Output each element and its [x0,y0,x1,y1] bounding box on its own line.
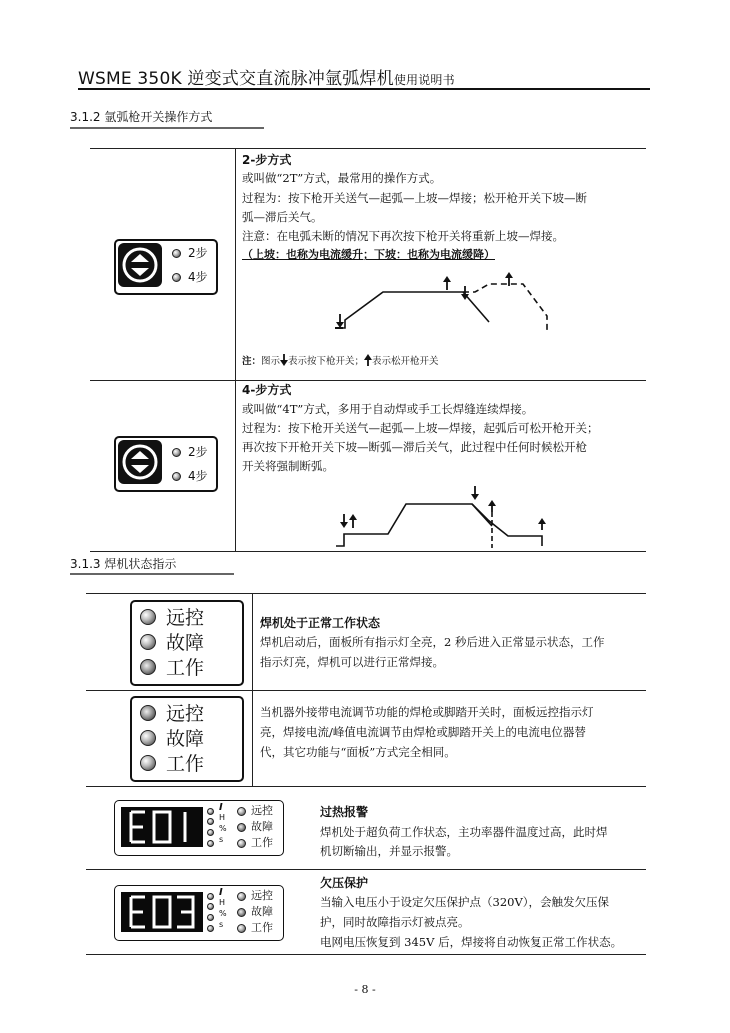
led-work [140,755,156,771]
two-step-line-2: 过程为：按下枪开关送气—起弧—上坡—焊接；松开枪开关下坡—断 [242,191,587,205]
up-down-arrow-icon [120,442,160,482]
legend-text-3: 表示松开枪开关 [372,356,439,367]
led-work [237,839,246,848]
label-work: 工作 [251,836,273,849]
unit-h: H [219,813,226,822]
header-title-sub: 使用说明书 [393,73,455,87]
led-unit-s [207,840,214,847]
section-rule [70,573,234,575]
led-unit-percent [207,829,214,836]
section-heading-3-1-3: 3.1.3 焊机状态指示 [70,557,177,571]
label-2step: 2步 [188,445,208,459]
legend-prefix: 注： [242,356,262,367]
normal-line-1: 焊机启动后，面板所有指示灯全亮，2 秒后进入正常显示状态，工作 [260,635,605,649]
status-panel-normal [130,600,244,686]
document-header-title [78,64,455,89]
indicator-led-4step [172,472,181,481]
led-work [237,924,246,933]
up-down-arrow-icon [120,245,160,285]
two-step-note: （上坡：也称为电流缓升；下坡：也称为电流缓降） [242,248,495,261]
label-4step: 4步 [188,270,208,284]
label-fault: 故障 [166,728,205,750]
indicator-led-2step [172,448,181,457]
led-unit-percent [207,914,214,921]
led-remote [237,807,246,816]
mode-panel-2t [114,239,218,295]
table-top-border [86,593,646,594]
header-title-main: WSME 350K 逆变式交直流脉冲氩弧焊机 [78,69,394,89]
status-panel-overheat [114,800,284,856]
mode-panel-4t [114,436,218,492]
legend-text-2: 表示按下枪开关； [288,356,365,367]
led-work-lit [140,659,156,675]
label-remote: 远控 [251,889,273,902]
led-unit-i [207,808,214,815]
remote-line-3: 代，其它功能与“面板”方式完全相同。 [260,745,456,759]
led-unit-s [207,925,214,932]
label-remote: 远控 [166,703,205,725]
four-step-line-4: 开关将强制断弧。 [242,459,334,473]
unit-s: s [219,920,224,929]
section-heading-3-1-2: 3.1.2 氩弧枪开关操作方式 [70,110,213,124]
status-panel-undervolt [114,885,284,941]
four-step-title: 4-步方式 [242,383,292,397]
unit-s: s [219,835,224,844]
label-work: 工作 [251,921,273,934]
label-fault: 故障 [166,632,205,654]
undervolt-title: 欠压保护 [320,876,369,890]
undervolt-line-2: 护，同时故障指示灯被点亮。 [320,915,470,929]
display-e03-digits [121,892,203,932]
release-arrow-icon [364,354,372,366]
table-row-divider [86,786,646,787]
seven-segment-display [121,807,203,847]
indicator-led-4step [172,273,181,282]
led-remote-lit [140,705,156,721]
label-remote: 远控 [166,607,205,629]
arrow-legend [242,353,439,367]
overheat-title: 过热报警 [320,805,369,819]
unit-percent: % [219,909,227,918]
unit-i: I [219,802,223,813]
label-2step: 2步 [188,246,208,260]
led-fault [140,634,156,650]
led-remote [237,892,246,901]
led-fault-lit [237,908,246,917]
four-step-waveform-diagram [330,482,555,550]
led-fault [140,730,156,746]
four-step-line-1: 或叫做“4T”方式，多用于自动焊或手工长焊缝连续焊接。 [242,402,534,416]
two-step-line-4: 注意：在电弧未断的情况下再次按下枪开关将重新上坡—焊接。 [242,229,564,243]
label-4step: 4步 [188,469,208,483]
unit-h: H [219,898,226,907]
two-step-title: 2-步方式 [242,153,292,167]
table-row-divider [86,869,646,870]
table-bottom-border [90,551,646,552]
header-rule [78,88,650,90]
overheat-line-2: 机切断输出，并显示报警。 [320,844,458,858]
press-arrow-icon [280,354,288,366]
table-row-divider [86,690,646,691]
unit-percent: % [219,824,227,833]
two-step-line-3: 弧—滞后关气。 [242,210,323,224]
status-panel-remote [130,696,244,782]
mode-select-button[interactable] [118,243,162,287]
seven-segment-display [121,892,203,932]
led-fault-lit [237,823,246,832]
unit-i: I [219,887,223,898]
table-top-border [90,148,646,149]
label-fault: 故障 [251,820,273,833]
label-remote: 远控 [251,804,273,817]
table-column-divider [252,593,253,786]
display-e01-digits [121,807,203,847]
undervolt-line-1: 当输入电压小于设定欠压保护点（320V），会触发欠压保 [320,895,610,909]
section-rule [70,127,264,129]
normal-line-2: 指示灯亮，焊机可以进行正常焊接。 [260,655,444,669]
remote-line-2: 亮，焊接电流/峰值电流调节由焊枪或脚踏开关上的电流电位器替 [260,725,586,739]
led-remote [140,609,156,625]
four-step-line-2: 过程为：按下枪开关送气—起弧—上坡—焊接，起弧后可松开枪开关； [242,421,599,435]
table-row-divider [90,380,646,381]
table-bottom-border [86,954,646,955]
led-unit-h [207,818,214,825]
undervolt-line-3: 电网电压恢复到 345V 后，焊接将自动恢复正常工作状态。 [320,935,623,949]
two-step-waveform-diagram [325,270,555,340]
label-fault: 故障 [251,905,273,918]
label-work: 工作 [166,753,205,775]
indicator-led-2step [172,249,181,258]
four-step-line-3: 再次按下开枪开关下坡—断弧—滞后关气，此过程中任何时候松开枪 [242,440,587,454]
table-column-divider [235,148,236,551]
legend-text-1: 图示 [261,356,281,367]
two-step-line-1: 或叫做“2T”方式，最常用的操作方式。 [242,171,442,185]
remote-line-1: 当机器外接带电流调节功能的焊枪或脚踏开关时，面板远控指示灯 [260,705,594,719]
led-unit-i [207,893,214,900]
led-unit-h [207,903,214,910]
page-number: - 8 - [354,983,376,996]
overheat-line-1: 焊机处于超负荷工作状态，主功率器件温度过高，此时焊 [320,825,608,839]
normal-title: 焊机处于正常工作状态 [260,616,381,630]
mode-select-button[interactable] [118,440,162,484]
label-work: 工作 [166,657,205,679]
